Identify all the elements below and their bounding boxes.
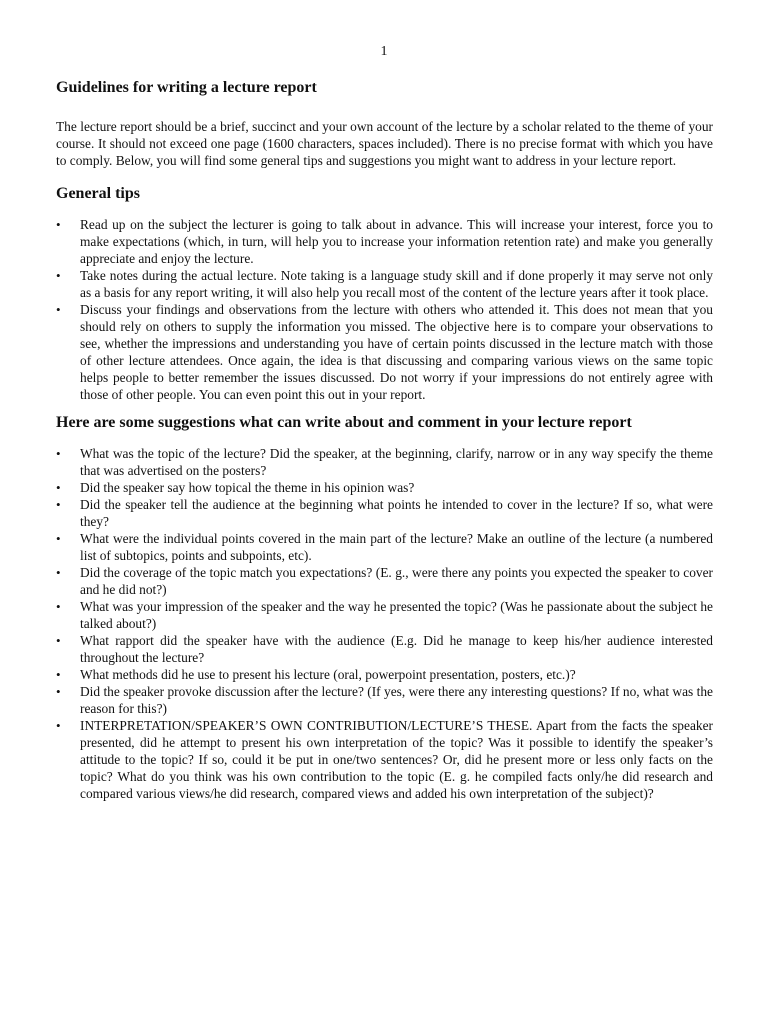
document-title: Guidelines for writing a lecture report — [56, 79, 317, 96]
suggestions-heading: Here are some suggestions what can write about and comment in your lecture report — [56, 414, 632, 431]
list-item: • Did the speaker provoke discussion after the lecture? (If yes, were there any interesting questions? If no, what was the reason for this?) — [56, 683, 713, 717]
list-item: • What methods did he use to present his lecture (oral, powerpoint presentation, posters, etc.)? — [56, 666, 713, 683]
list-item: • Did the speaker say how topical the theme in his opinion was? — [56, 479, 713, 496]
list-item: • What were the individual points covered in the main part of the lecture? Make an outline of the lecture (a numbered list of subtopics, points and subpoints, etc). — [56, 530, 713, 564]
list-item: • Did the speaker tell the audience at the beginning what points he intended to cover in the lecture? If so, what were they? — [56, 496, 713, 530]
general-tips-heading: General tips — [56, 185, 140, 202]
intro-paragraph: The lecture report should be a brief, succinct and your own account of the lecture by a scholar related to the theme of your course. It should not exceed one page (1600 characters, spaces included). There is no precise format with which you have to comply. Below, you will find some general tips and suggestions you might want to address in your lecture report. — [56, 119, 713, 168]
list-item: • Did the coverage of the topic match you expectations? (E. g., were there any points you expected the speaker to cover and he did not?) — [56, 564, 713, 598]
general-tips-list — [56, 216, 713, 403]
list-item: • Take notes during the actual lecture. Note taking is a language study skill and if done properly it may serve not only as a basis for any report writing, it will also help you recall most of the content of the lecture years after it took place. — [56, 267, 713, 301]
list-item: • INTERPRETATION/SPEAKER’S OWN CONTRIBUTION/LECTURE’S THESE. Apart from the facts the speaker presented, did he attempt to present his own interpretation of the topic? Was it possible to identify the speaker’s attitude to the topic? If so, could it be put in one/two sentences? Or, did he present more or less only facts on the topic? What do you think was his own contribution to the topic (E. g. he compiled facts only/he did research and compared various views/he did research, compared views and added his own interpretation of the subject)? — [56, 717, 713, 802]
list-item: • What was the topic of the lecture? Did the speaker, at the beginning, clarify, narrow or in any way specify the theme that was advertised on the posters? — [56, 445, 713, 479]
list-item: • What rapport did the speaker have with the audience (E.g. Did he manage to keep his/her audience interested throughout the lecture? — [56, 632, 713, 666]
list-item: • What was your impression of the speaker and the way he presented the topic? (Was he passionate about the subject he talked about?) — [56, 598, 713, 632]
page-number: 1 — [380, 44, 388, 59]
suggestions-list — [56, 445, 713, 802]
document-body — [56, 78, 713, 812]
list-item: • Read up on the subject the lecturer is going to talk about in advance. This will increase your interest, force you to make expectations (which, in turn, will help you to increase your information retention rate) and make you generally appreciate and enjoy the lecture. — [56, 216, 713, 267]
list-item: • Discuss your findings and observations from the lecture with others who attended it. This does not mean that you should rely on others to supply the information you missed. The objective here is to compare your observations to see, whether the impressions and understanding you have of certain points discussed in the lecture match with those of other lecture attendees. Once again, the idea is that discussing and comparing various views on the same topic helps people to better remember the issues discussed. Do not worry if your impressions do not entirely agree with those of other people. You can even point this out in your report. — [56, 301, 713, 403]
